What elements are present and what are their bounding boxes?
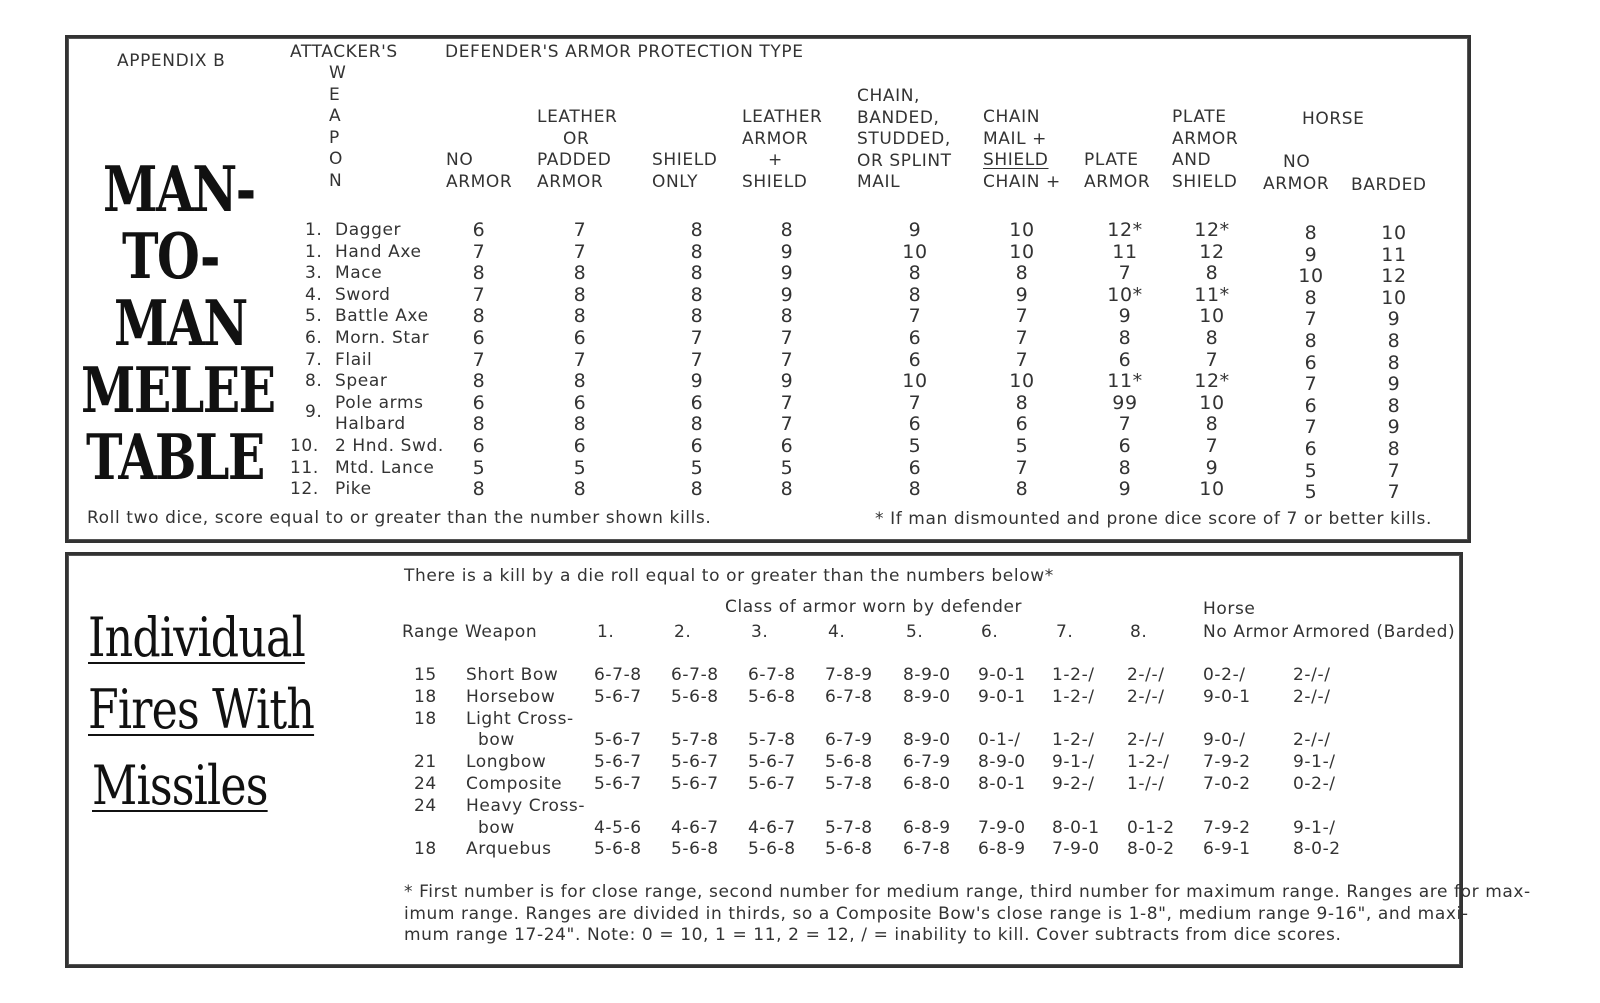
melee-row-weapon: Pole arms — [335, 392, 424, 413]
melee-cell: 10 — [1199, 478, 1225, 501]
missiles-header-cell: 6. — [981, 622, 999, 642]
melee-cell: 9 — [1015, 283, 1029, 306]
missiles-header-cell: 5. — [906, 622, 924, 642]
melee-cell: 8 — [690, 478, 704, 501]
missiles-header-cell: 7. — [1056, 622, 1074, 642]
missiles-cell: 5-6-7 — [594, 752, 642, 773]
melee-cell: 6 — [908, 348, 922, 371]
melee-row-number: 8. — [305, 371, 323, 392]
melee-row-weapon: Mace — [335, 263, 383, 284]
melee-cell: 6 — [1015, 413, 1029, 436]
missiles-cell: 6-7-9 — [903, 752, 951, 773]
missiles-cell: 1-2-/ — [1127, 752, 1170, 773]
melee-cell: 8 — [690, 262, 704, 285]
melee-cell: 9 — [780, 283, 794, 306]
melee-row-number: 10. — [290, 436, 319, 456]
melee-cell: 5 — [1304, 481, 1318, 504]
missiles-cell: 8-0-1 — [1052, 817, 1100, 838]
missiles-cell: 7-9-2 — [1203, 817, 1251, 838]
melee-cell: 6 — [573, 435, 587, 457]
missiles-weapon-continued: bow — [478, 730, 515, 751]
missiles-cell: 7-0-2 — [1203, 774, 1251, 794]
missiles-cell: 2-/-/ — [1127, 730, 1165, 751]
col-header-leather-shield: LEATHER ARMOR + SHIELD — [742, 107, 823, 192]
melee-cell: 7 — [780, 391, 794, 414]
melee-cell: 6 — [690, 391, 704, 414]
melee-cell: 8 — [908, 283, 922, 306]
melee-cell: 7 — [472, 240, 486, 263]
melee-cell: 9 — [690, 370, 704, 393]
missiles-cell: 6-7-8 — [594, 665, 642, 685]
missiles-cell: 8-0-2 — [1293, 839, 1341, 860]
melee-cell: 7 — [908, 391, 922, 414]
melee-cell: 6 — [1118, 435, 1132, 457]
melee-cell: 7 — [472, 348, 486, 371]
missiles-header-cell: 3. — [751, 622, 769, 642]
melee-cell: 6 — [908, 456, 922, 479]
missiles-header-cell: 2. — [674, 622, 692, 642]
melee-cell: 8 — [1387, 394, 1401, 417]
melee-cell: 6 — [573, 327, 587, 349]
melee-cell: 6 — [1304, 438, 1318, 460]
missiles-cell: 5-6-8 — [748, 686, 796, 707]
melee-row-weapon: Spear — [335, 371, 388, 392]
col-header-plate-shield: PLATE ARMOR AND SHIELD — [1172, 107, 1239, 192]
melee-footer-right: * If man dismounted and prone dice score of 7 or better kills. — [875, 509, 1433, 529]
melee-cell: 9 — [1118, 305, 1132, 328]
missiles-cell: 6-7-8 — [671, 665, 719, 685]
missiles-cell: 5-6-8 — [825, 839, 873, 860]
missiles-cell: 1-2-/ — [1052, 730, 1095, 751]
missiles-cell: 0-1-/ — [978, 730, 1021, 751]
attacker-label: ATTACKER'S — [290, 42, 398, 62]
melee-cell: 6 — [472, 391, 486, 414]
missiles-cell: 8-9-0 — [903, 665, 951, 685]
missiles-cell: 5-6-8 — [671, 839, 719, 860]
melee-cell: 8 — [573, 478, 587, 501]
missiles-cell: 7-8-9 — [825, 665, 873, 685]
melee-cell: 6 — [780, 435, 794, 457]
melee-footer-left: Roll two dice, score equal to or greater than the number shown kills. — [87, 508, 712, 528]
missiles-cell: 7-9-2 — [1203, 752, 1251, 773]
melee-row-weapon: Pike — [335, 479, 372, 500]
melee-cell: 7 — [780, 413, 794, 436]
missiles-header-cell: 8. — [1130, 622, 1148, 642]
melee-cell: 8 — [573, 370, 587, 393]
melee-cell: 10 — [902, 240, 928, 263]
missiles-range: 15 — [414, 665, 437, 685]
missiles-range: 18 — [414, 686, 437, 707]
missiles-cell: 5-6-8 — [594, 839, 642, 860]
missiles-cell: 4-6-7 — [748, 817, 796, 838]
melee-row-number: 9. — [305, 401, 323, 422]
melee-cell: 11 — [1381, 243, 1407, 266]
missiles-cell: 5-6-7 — [594, 774, 642, 794]
melee-cell: 10* — [1107, 283, 1143, 306]
melee-cell: 8 — [1387, 438, 1401, 460]
missiles-class-label: Class of armor worn by defender — [725, 597, 1023, 617]
melee-row-number: 11. — [290, 457, 319, 478]
missiles-cell: 8-0-2 — [1127, 839, 1175, 860]
melee-cell: 10 — [1298, 265, 1324, 288]
melee-cell: 8 — [1205, 262, 1219, 285]
missiles-weapon: Horsebow — [466, 686, 556, 707]
melee-cell: 7 — [690, 327, 704, 349]
melee-cell: 8 — [1015, 391, 1029, 414]
melee-row-number: 1. — [305, 220, 323, 240]
melee-cell: 9 — [1387, 308, 1401, 331]
missiles-cell: 8-0-1 — [978, 774, 1026, 794]
melee-cell: 9 — [1205, 456, 1219, 479]
missiles-cell: 7-9-0 — [978, 817, 1026, 838]
melee-cell: 7 — [780, 327, 794, 349]
missiles-header-cell: 4. — [828, 622, 846, 642]
col-header-chain-shield: CHAIN MAIL + SHIELD CHAIN + — [983, 107, 1061, 192]
melee-cell: 7 — [1304, 373, 1318, 396]
melee-cell: 7 — [908, 305, 922, 328]
missiles-cell: 2-/-/ — [1293, 665, 1331, 685]
col-header-shield-only: SHIELD ONLY — [652, 150, 718, 192]
missiles-cell: 1-2-/ — [1052, 686, 1095, 707]
melee-cell: 7 — [1118, 262, 1132, 285]
melee-cell: 7 — [1304, 416, 1318, 439]
missiles-cell: 2-/-/ — [1293, 686, 1331, 707]
missiles-cell: 9-2-/ — [1052, 774, 1095, 794]
col-header-barded: BARDED — [1351, 175, 1427, 195]
melee-cell: 12* — [1107, 219, 1143, 241]
missiles-cell: 6-7-8 — [825, 686, 873, 707]
melee-cell: 7 — [1015, 305, 1029, 328]
missiles-horse-label: Horse — [1203, 599, 1256, 619]
melee-cell: 6 — [908, 413, 922, 436]
melee-cell: 8 — [690, 283, 704, 306]
missiles-cell: 9-1-/ — [1052, 752, 1095, 773]
melee-cell: 7 — [1387, 459, 1401, 482]
col-header-no-armor: NO ARMOR — [446, 150, 513, 192]
melee-cell: 9 — [780, 262, 794, 285]
missiles-weapon: Arquebus — [466, 839, 552, 860]
missiles-cell: 2-/-/ — [1293, 730, 1331, 751]
missiles-cell: 9-0-/ — [1203, 730, 1246, 751]
melee-cell: 5 — [1304, 459, 1318, 482]
melee-cell: 10 — [1009, 370, 1035, 393]
melee-cell: 8 — [1118, 327, 1132, 349]
col-header-plate-armor: PLATE ARMOR — [1084, 150, 1151, 192]
missiles-cell: 6-8-9 — [978, 839, 1026, 860]
melee-cell: 9 — [780, 370, 794, 393]
melee-cell: 12 — [1381, 265, 1407, 288]
col-header-leather: LEATHER OR PADDED ARMOR — [537, 107, 618, 192]
missiles-weapon: Light Cross- — [466, 708, 574, 729]
melee-cell: 8 — [472, 305, 486, 328]
missiles-cell: 5-6-7 — [671, 752, 719, 773]
melee-cell: 7 — [1205, 348, 1219, 371]
missiles-weapon: Heavy Cross- — [466, 795, 586, 816]
melee-cell: 10 — [1199, 305, 1225, 328]
melee-cell: 8 — [472, 478, 486, 501]
missiles-cell: 6-8-0 — [903, 774, 951, 794]
melee-cell: 6 — [690, 435, 704, 457]
melee-cell: 10 — [1381, 286, 1407, 309]
missiles-range: 24 — [414, 795, 437, 816]
melee-cell: 8 — [690, 240, 704, 263]
missiles-header-cell: No Armor — [1203, 622, 1289, 642]
melee-cell: 7 — [1015, 348, 1029, 371]
missiles-weapon: Short Bow — [466, 665, 559, 685]
missiles-weapon: Longbow — [466, 752, 547, 773]
missiles-cell: 7-9-0 — [1052, 839, 1100, 860]
melee-cell: 12* — [1194, 370, 1230, 393]
missiles-cell: 5-6-8 — [748, 839, 796, 860]
melee-cell: 6 — [1304, 394, 1318, 417]
missiles-cell: 5-7-8 — [748, 730, 796, 751]
missiles-cell: 5-6-7 — [594, 730, 642, 751]
missiles-cell: 5-6-7 — [594, 686, 642, 707]
missiles-cell: 5-7-8 — [825, 774, 873, 794]
melee-row-weapon: Dagger — [335, 220, 402, 240]
melee-cell: 11* — [1107, 370, 1143, 393]
melee-row-number: 12. — [290, 479, 319, 500]
missiles-cell: 9-1-/ — [1293, 817, 1336, 838]
missiles-cell: 5-7-8 — [825, 817, 873, 838]
missiles-cell: 0-1-2 — [1127, 817, 1175, 838]
missiles-range: 18 — [414, 839, 437, 860]
melee-cell: 8 — [1387, 330, 1401, 352]
missiles-weapon: Composite — [466, 774, 563, 794]
melee-cell: 6 — [1304, 351, 1318, 374]
missiles-cell: 0-2-/ — [1293, 774, 1336, 794]
melee-cell: 8 — [1015, 478, 1029, 501]
melee-cell: 8 — [780, 305, 794, 328]
melee-cell: 7 — [780, 348, 794, 371]
melee-cell: 5 — [780, 456, 794, 479]
missiles-cell: 8-9-0 — [903, 730, 951, 751]
melee-row-number: 4. — [305, 284, 323, 305]
melee-row-weapon: 2 Hnd. Swd. — [335, 436, 444, 456]
missiles-cell: 9-0-1 — [1203, 686, 1251, 707]
melee-cell: 8 — [780, 478, 794, 501]
appendix-label: APPENDIX B — [117, 51, 226, 71]
melee-cell: 5 — [573, 456, 587, 479]
missiles-cell: 9-1-/ — [1293, 752, 1336, 773]
melee-cell: 99 — [1112, 391, 1138, 414]
missiles-cell: 2-/-/ — [1127, 665, 1165, 685]
melee-cell: 8 — [908, 478, 922, 501]
missiles-cell: 8-9-0 — [978, 752, 1026, 773]
missiles-cell: 5-6-7 — [748, 774, 796, 794]
melee-cell: 9 — [1387, 373, 1401, 396]
melee-cell: 12* — [1194, 219, 1230, 241]
col-header-chain-mail: CHAIN, BANDED, STUDDED, OR SPLINT MAIL — [857, 86, 952, 192]
missiles-cell: 6-9-1 — [1203, 839, 1251, 860]
melee-cell: 11 — [1112, 240, 1138, 263]
melee-cell: 8 — [908, 262, 922, 285]
melee-cell: 7 — [1015, 456, 1029, 479]
missiles-cell: 6-7-9 — [825, 730, 873, 751]
melee-row-weapon: Battle Axe — [335, 306, 429, 327]
missiles-cell: 1-2-/ — [1052, 665, 1095, 685]
missiles-cell: 2-/-/ — [1127, 686, 1165, 707]
melee-cell: 6 — [573, 391, 587, 414]
melee-cell: 10 — [1009, 219, 1035, 241]
melee-cell: 8 — [1015, 262, 1029, 285]
melee-cell: 6 — [472, 435, 486, 457]
melee-row-number: 1. — [305, 241, 323, 262]
missiles-cell: 0-2-/ — [1203, 665, 1246, 685]
melee-row-weapon: Flail — [335, 349, 373, 370]
melee-cell: 7 — [690, 348, 704, 371]
melee-cell: 11* — [1194, 283, 1230, 306]
melee-cell: 5 — [690, 456, 704, 479]
missiles-cell: 4-6-7 — [671, 817, 719, 838]
melee-cell: 9 — [1304, 243, 1318, 266]
melee-cell: 8 — [690, 219, 704, 241]
melee-cell: 7 — [573, 219, 587, 241]
melee-cell: 7 — [573, 240, 587, 263]
melee-cell: 8 — [472, 262, 486, 285]
melee-cell: 6 — [472, 219, 486, 241]
col-header-horse-no-armor: NO ARMOR — [1263, 152, 1330, 194]
melee-cell: 9 — [1387, 416, 1401, 439]
missiles-cell: 4-5-6 — [594, 817, 642, 838]
melee-cell: 8 — [1387, 351, 1401, 374]
melee-row-number: 6. — [305, 328, 323, 348]
melee-row-weapon: Hand Axe — [335, 241, 422, 262]
melee-row-weapon: Sword — [335, 284, 391, 305]
melee-cell: 8 — [1118, 456, 1132, 479]
melee-cell: 10 — [1199, 391, 1225, 414]
missiles-header-cell: Weapon — [465, 622, 538, 642]
melee-row-number: 3. — [305, 263, 323, 284]
missiles-notes: * First number is for close range, second number for medium range, third number for maximum range. Ranges are for max- imum range. Ranges are divided in thirds, so a Composite Bow's close range is 1-8", medium range 9-16", and maxi- mum range 17-24". Note: 0 = 10, 1 = 11, 2 = 12, / = inability to kill. Cover subtracts from dice scores. — [404, 882, 1531, 945]
melee-cell: 12 — [1199, 240, 1225, 263]
melee-cell: 10 — [902, 370, 928, 393]
melee-cell: 8 — [573, 413, 587, 436]
melee-cell: 8 — [780, 219, 794, 241]
weapon-vertical-label: W E A P O N — [329, 63, 347, 191]
missiles-header-cell: Armored (Barded) — [1293, 622, 1456, 642]
missiles-cell: 8-9-0 — [903, 686, 951, 707]
melee-cell: 7 — [472, 283, 486, 306]
melee-cell: 8 — [1304, 330, 1318, 352]
melee-cell: 5 — [1015, 435, 1029, 457]
melee-row-weapon: Morn. Star — [335, 328, 430, 348]
missiles-cell: 6-7-8 — [903, 839, 951, 860]
missiles-header-cell: 1. — [597, 622, 615, 642]
melee-cell: 8 — [573, 283, 587, 306]
missiles-range: 24 — [414, 774, 437, 794]
melee-cell: 8 — [1205, 413, 1219, 436]
melee-cell: 10 — [1381, 222, 1407, 244]
defender-label: DEFENDER'S ARMOR PROTECTION TYPE — [445, 42, 804, 62]
melee-cell: 8 — [690, 305, 704, 328]
melee-cell: 7 — [1387, 481, 1401, 504]
melee-cell: 6 — [472, 327, 486, 349]
melee-cell: 10 — [1009, 240, 1035, 263]
melee-cell: 5 — [472, 456, 486, 479]
missiles-cell: 9-0-1 — [978, 665, 1026, 685]
melee-cell: 8 — [1304, 222, 1318, 244]
missiles-intro: There is a kill by a die roll equal to or greater than the numbers below* — [404, 566, 1054, 586]
melee-cell: 7 — [573, 348, 587, 371]
missiles-cell: 5-6-8 — [671, 686, 719, 707]
melee-cell: 9 — [908, 219, 922, 241]
melee-cell: 8 — [690, 413, 704, 436]
missiles-range: 18 — [414, 708, 437, 729]
melee-cell: 9 — [780, 240, 794, 263]
melee-cell: 8 — [472, 370, 486, 393]
melee-row-weapon: Mtd. Lance — [335, 457, 435, 478]
melee-row-weapon: Halbard — [335, 414, 406, 435]
missiles-cell: 5-7-8 — [671, 730, 719, 751]
missiles-cell: 6-8-9 — [903, 817, 951, 838]
melee-row-number: 7. — [305, 349, 323, 370]
melee-cell: 7 — [1015, 327, 1029, 349]
melee-cell: 8 — [573, 305, 587, 328]
missiles-cell: 6-7-8 — [748, 665, 796, 685]
missiles-cell: 5-6-7 — [671, 774, 719, 794]
melee-cell: 9 — [1118, 478, 1132, 501]
melee-row-number: 5. — [305, 306, 323, 327]
col-header-horse: HORSE — [1302, 109, 1365, 129]
melee-cell: 8 — [472, 413, 486, 436]
melee-cell: 6 — [908, 327, 922, 349]
melee-cell: 7 — [1304, 308, 1318, 331]
missiles-weapon-continued: bow — [478, 817, 515, 838]
missiles-cell: 1-/-/ — [1127, 774, 1165, 794]
melee-cell: 6 — [1118, 348, 1132, 371]
missiles-range: 21 — [414, 752, 437, 773]
melee-cell: 8 — [573, 262, 587, 285]
melee-cell: 7 — [1118, 413, 1132, 436]
melee-cell: 8 — [1205, 327, 1219, 349]
missiles-cell: 9-0-1 — [978, 686, 1026, 707]
melee-cell: 8 — [1304, 286, 1318, 309]
melee-cell: 7 — [1205, 435, 1219, 457]
missiles-header-cell: Range — [402, 622, 459, 642]
missiles-cell: 5-6-8 — [825, 752, 873, 773]
melee-cell: 5 — [908, 435, 922, 457]
missiles-cell: 5-6-7 — [748, 752, 796, 773]
